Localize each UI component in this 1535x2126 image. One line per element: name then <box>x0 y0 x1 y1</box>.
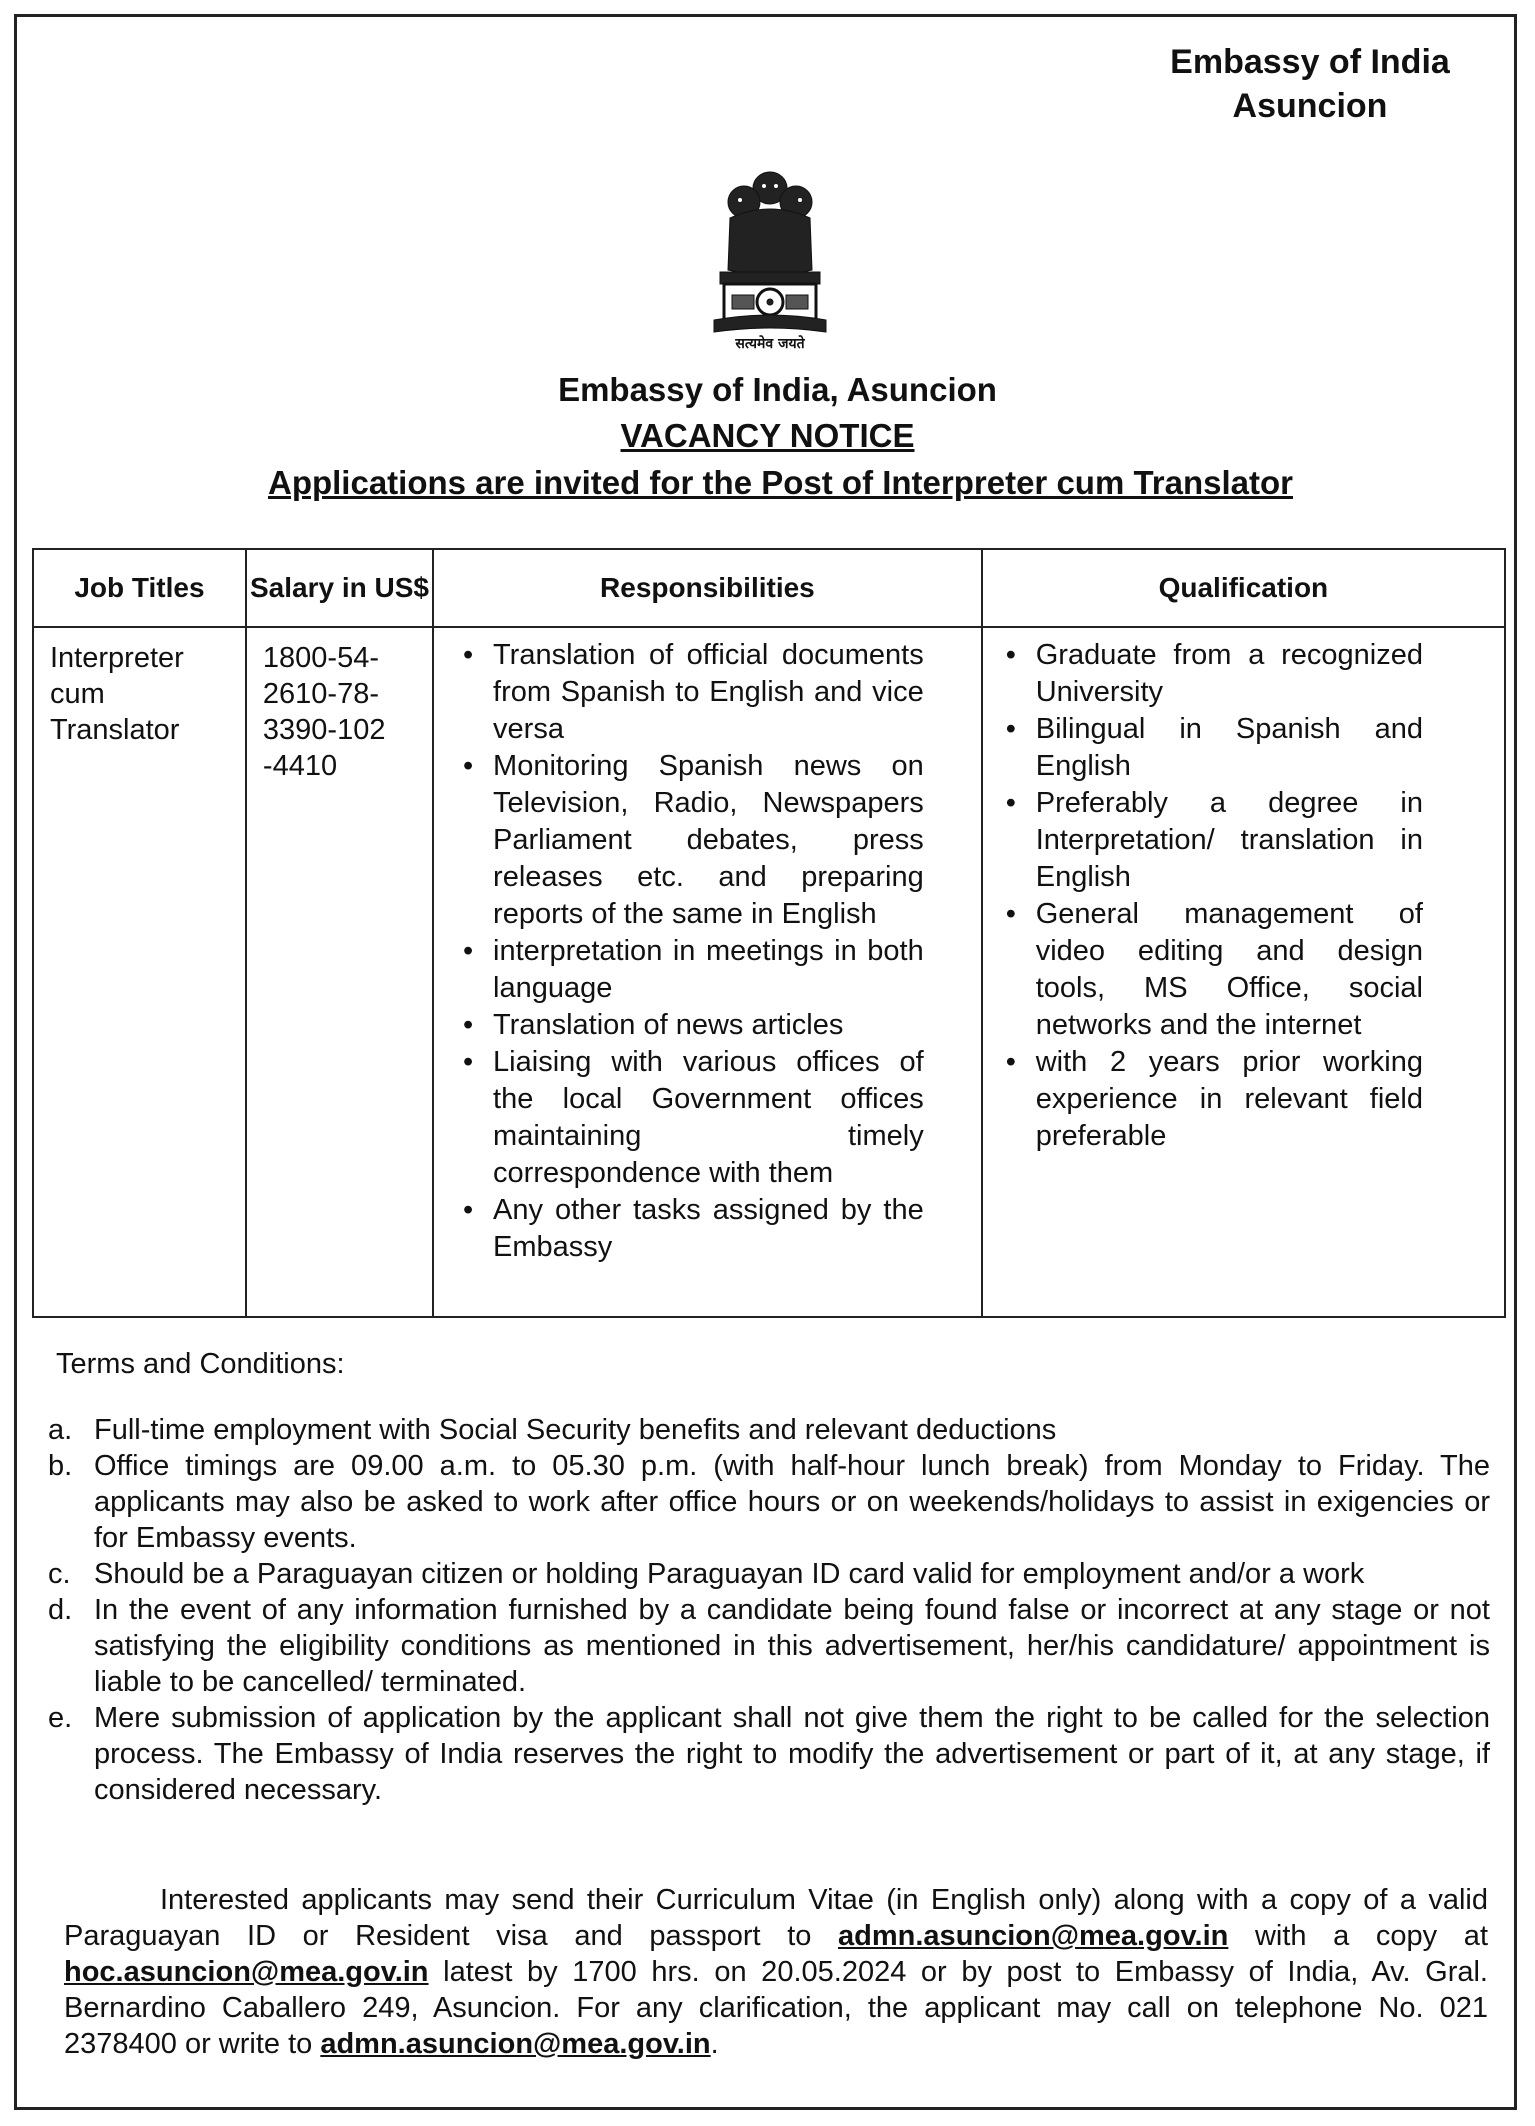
closing-paragraph <box>64 1882 1488 2062</box>
salary-cell <box>246 627 433 1317</box>
emblem-motto: सत्यमेव जयते <box>735 336 805 352</box>
org-title: Embassy of India, Asuncion <box>558 371 997 408</box>
table-header-row <box>33 549 1505 627</box>
term-text: In the event of any information furnished by a candidate being found false or incorrect at any stage or not satisfying the eligibility conditions as mentioned in this advertisement, her/his candidature/ appointment is liable to be cancelled/ terminated. <box>94 1594 1490 1698</box>
list-item: • interpretation in meetings in both language <box>493 933 924 1007</box>
responsibilities-list <box>435 629 980 1266</box>
email-link[interactable]: hoc.asuncion@mea.gov.in <box>64 1956 429 1988</box>
term-letter: b. <box>48 1450 73 1482</box>
list-item: • General management of video editing and design tools, MS Office, social networks and the internet <box>1036 896 1423 1044</box>
list-item: • Translation of news articles <box>493 1007 924 1044</box>
term-letter: e. <box>48 1702 73 1734</box>
term-letter: a. <box>48 1414 73 1446</box>
email-link[interactable]: admn.asuncion@mea.gov.in <box>320 2028 711 2060</box>
list-item: • Monitoring Spanish news on Television, Radio, Newspapers Parliament debates, press releases etc. and preparing reports of the same in English <box>493 748 924 933</box>
closing-text: with a copy at <box>1228 1920 1488 1952</box>
list-item: • Bilingual in Spanish and English <box>1036 711 1423 785</box>
vacancy-notice-title: VACANCY NOTICE <box>620 417 915 454</box>
invite-title: Applications are invited for the Post of Interpreter cum Translator <box>267 464 1294 501</box>
list-item: • Preferably a degree in Interpretation/ translation in English <box>1036 785 1423 896</box>
list-item: • Graduate from a recognized University <box>1036 637 1423 711</box>
list-item <box>48 1556 1490 1592</box>
list-item: • with 2 years prior working experience in relevant field preferable <box>1036 1044 1423 1155</box>
vacancy-table <box>32 548 1506 1318</box>
term-text: Full-time employment with Social Security benefits and relevant deductions <box>94 1414 1057 1446</box>
list-item <box>48 1592 1490 1700</box>
qualification-list <box>984 629 1503 1155</box>
qualification-cell <box>982 627 1505 1317</box>
list-item <box>48 1700 1490 1808</box>
term-text: Should be a Paraguayan citizen or holding Paraguayan ID card valid for employment and/or a work <box>94 1558 1365 1590</box>
header-salary: Salary in US$ <box>246 549 433 627</box>
ashoka-lion-capital-icon <box>700 160 840 355</box>
list-item: • Translation of official documents from Spanish to English and vice versa <box>493 637 924 748</box>
header-responsibilities: Responsibilities <box>433 549 982 627</box>
closing-text: Interested applicants may send their Curriculum Vitae (in English only) along with a copy of a valid Paraguayan ID or Resident visa and passport to <box>64 1884 1488 1952</box>
embassy-header <box>1100 40 1520 128</box>
list-item <box>48 1412 1490 1448</box>
closing-text: latest by 1700 hrs. on 20.05.2024 or by post to Embassy of India, Av. Gral. Bernardino Caballero 249, Asuncion. For any clarification, the applicant may call on telephone No. 021 2378400 or write to <box>64 1956 1488 2060</box>
salary-value: 1800-54-2610-78-3390-102-4410 <box>262 642 386 782</box>
closing-text: . <box>710 2028 719 2060</box>
email-link[interactable]: admn.asuncion@mea.gov.in <box>838 1920 1229 1952</box>
list-item <box>48 1448 1490 1556</box>
term-letter: d. <box>48 1594 73 1626</box>
title-block <box>0 368 1535 506</box>
header-job-titles: Job Titles <box>33 549 246 627</box>
embassy-city: Asuncion <box>1232 87 1388 125</box>
term-text: Mere submission of application by the applicant shall not give them the right to be called for the selection process. The Embassy of India reserves the right to modify the advertisement or part of it, at any stage, if considered necessary. <box>94 1702 1490 1806</box>
table-row <box>33 627 1505 1317</box>
embassy-name: Embassy of India <box>1170 43 1450 81</box>
terms-heading: Terms and Conditions: <box>56 1348 345 1380</box>
terms-list <box>48 1412 1490 1808</box>
term-letter: c. <box>48 1558 71 1590</box>
job-title-cell <box>33 627 246 1317</box>
job-title: Interpreter cum Translator <box>50 642 184 746</box>
term-text: Office timings are 09.00 a.m. to 05.30 p.m. (with half-hour lunch break) from Monday to Friday. The applicants may also be asked to work after office hours or on weekends/holidays to assist in exigencies or for Embassy events. <box>94 1450 1490 1554</box>
list-item: • Any other tasks assigned by the Embassy <box>493 1192 924 1266</box>
list-item: • Liaising with various offices of the local Government offices maintaining timely correspondence with them <box>493 1044 924 1192</box>
header-qualification: Qualification <box>982 549 1505 627</box>
responsibilities-cell <box>433 627 982 1317</box>
